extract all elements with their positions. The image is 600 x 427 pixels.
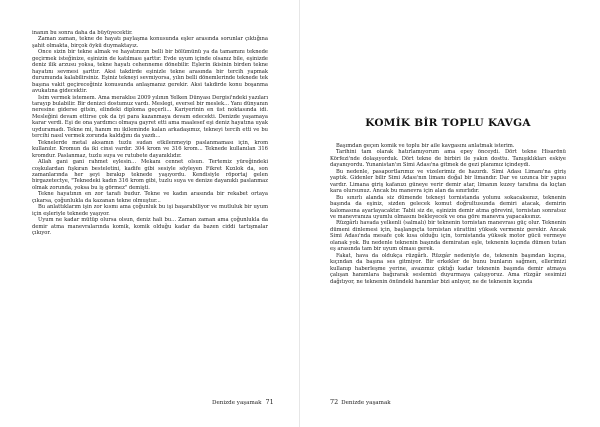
paragraph: Başımdan geçen komik ve toplu bir aile kavgasını anlatmak isterim. xyxy=(336,143,515,149)
paragraph: Tarihini tam olarak hatırlamıyorum ama epey önceydi. Dört tekne Hisarönü Körfezi'nde dolaşıyorduk. Dört tekne de birbiri ile yakın dosttu. Tanışıklıkları eskiye dayanıyordu. Yunanistan'ın Simi Adası'na gitmek de gezi planımız içindeydi. xyxy=(330,149,566,169)
right-page-body xyxy=(330,143,566,383)
paragraph: Zaman zaman, tekne de hayatı paylaşma konusunda eşler arasında sorunlar çıktığına şahit olmakta, birçok öykü duymaktayız. xyxy=(32,36,268,49)
right-page-footer xyxy=(330,398,391,406)
page-number: 72 xyxy=(330,398,339,406)
paragraph: Uyum ne kadar mütüp olursa olsun, deniz hali bu... Zaman zaman ama çoğunlukla da demir atma manevralarında komik, komik olduğu kadar da bazen ciddi tartışmalar çıkıyor. xyxy=(32,217,268,237)
paragraph: Bu anlattıklarım işin zor kısmı ama çoğunluk bu işi başarabiliyor ve mutluluk bir uyum için eşleriyle teknede yaşıyor. xyxy=(32,204,268,217)
paragraph: Once sizin bir tekne almak ve hayatınızın belli bir bölümünü ya da tamamını teknede geçirmek isteğinize, eşinizin de katılması şarttır. Evde uyum içinde olsanız bile, eşinizde deniz ilik arzusu yoksa, tekne hayatı cehenneme dönebilir. Eşlerin ikisinin birden tekne hayatını sevmesi şarttır. Aksi takdirde eşinizle tekne arasında bir tercih yapmak durumunda kalabilirsiniz. Eşiniz tekneyi sevmiyorsa, yılın belli dönemlerinde teknede tek başına vakit geçireceğiniz konusunda anlaşmanız gerekir. Aksi takdirde konu boşanma avukatına gidecektir. xyxy=(32,49,268,95)
left-page-body xyxy=(32,30,268,390)
paragraph: inanın bu sonra daha da büyüyecektir. xyxy=(32,30,133,36)
paragraph: Isim vermek istemem. Ama meraklısı 2009 yılının Yelken Dünyası Dergisi'ndeki yazıları tarayıp bulabilir. Bir denizci dostumuz vardı. Meslegi, eversel bir meslek... Yanı dünyanın neresine giderse gitsin, elindeki diploma geçerli... Kariyerinin en üst noktasında idi. Mesleğini devam ettirse çok da iyi para kazanmaya devam edecekti. Denizde yaşamaya karar verdi. Eşi de ona yardımcı olmaya gayret etti ama maalesef eşi deniz hayatına uyak uyduramadı. Tekne mi, hanım mı ikileminde kalan arkadaşımız, tekneyi tercih etti ve bu tercihi nasıl vermek zorunda kaldığını da yazdı... xyxy=(32,94,268,140)
paragraph: Teknelerde metal aksamın tuzlu sudan etkilenmeyip paslanmaması için, krom kullanılır. Kromun da iki cinsi vardır. 304 krom ve 316 krom... Teknede kullanılan 316 kromdur. Paslanmaz, tuzlu suya ve rutubete dayanıklıdır. xyxy=(32,139,268,159)
running-footer-label: Denizde yaşamak xyxy=(212,400,262,406)
paragraph: Bu sınırlı alanda siz dümende tekneyi tornistanda yolunu sokacaksınız, teknenin başında da eşiniz, sizden gelecek komut doğrultusunda demiri atacak, demirin kalomasına ayarlayacaktır. Tabii siz de, eşinizin demir atma görevini, tornistan sonratsız ve manevranıza uyumlu olmasını bekleyecek ve ona göre manevra yapacaksınız. xyxy=(330,194,566,220)
right-page xyxy=(300,0,600,427)
paragraph: Rüzgârlı havada yelkenli (salmalı) bir teknenin tornistan manevrası güç olur. Teknenin dümeni dinlemesi için, başlangıçta tornistan sürattini yüksek vermeniz gerekir. Ancak Simi Adası'nda mesafe çok kısa olduğu için, tornistanda yüksek motor gücü vermeye olanak yok. Bu nedenle teknenin başında demiratan eşle, teknenin kıçında dümen tutan eş arasında tam bir uyum olması gerek. xyxy=(330,220,566,253)
paragraph: Allah gani gani rahmet eylesin... Mekanı cennet olsun. Tertemiz yüreğindeki coşkulardan fışkıran besteletini, kadife gibi sesiyle söyleyen Fikret Kızılok da, son zamanlarında her şeyi bırakıp teknede yaşıyordu. Kendisiyle röportaj gelen birgazetectye, "Teknedeki kadın 316 krom gibi, tuzlu suya ve denize dayanıklı paslanmaz olmak zorunda, yoksa bu iş görmez" demişti. xyxy=(32,159,268,191)
paragraph: Fakat, hava da oldukça rüzgârlı. Rüzgâr nedeniyle de, teknenin başından kıçına, kıçından da başına ses gitmiyor. Bir erkekler de bunu bunların sağmen, ellerimizi kullanıp haberleşme yerine, avazımız çıktığı kadar teknenin başında demir atmaya çalışan hanımlara bağırarak seslemizi duyurmaya çalışıyoruz. Ama rüzgâr sesimizi dağıtıyor, ne teknenin önündeki hanımlar bizi anlıyor, ne de teknenin kıçında xyxy=(330,252,566,285)
left-page-footer xyxy=(212,398,274,406)
paragraph: Tekne hayatının en zor tarafı budur. Tekne ve kadın arasında bir rekabet ortaya çıkarsa, çoğunlukla da kazanan tekne olmuştur... xyxy=(32,191,268,204)
running-footer-label: Denizde yaşamak xyxy=(341,400,391,406)
page-number: 71 xyxy=(265,398,274,406)
paragraph: Bu nedenle, pasaportlarımız ve vizelerimiz de hazırdı. Simi Adası Limanı'na giriş yaptık. Gidenler bilir Simi Adası'nın limanı doğal bir limandır. Dar ve uzunca bir yapısı vardır. Limana giriş kafanızı güneye verir demir atar, limanın kuzey tarafına da kıçtan kara olursunuz. Ancak bu manevra için alan da sınırlıdır. xyxy=(330,168,566,195)
chapter-title: KOMİK BİR TOPLU KAVGA xyxy=(365,117,531,129)
